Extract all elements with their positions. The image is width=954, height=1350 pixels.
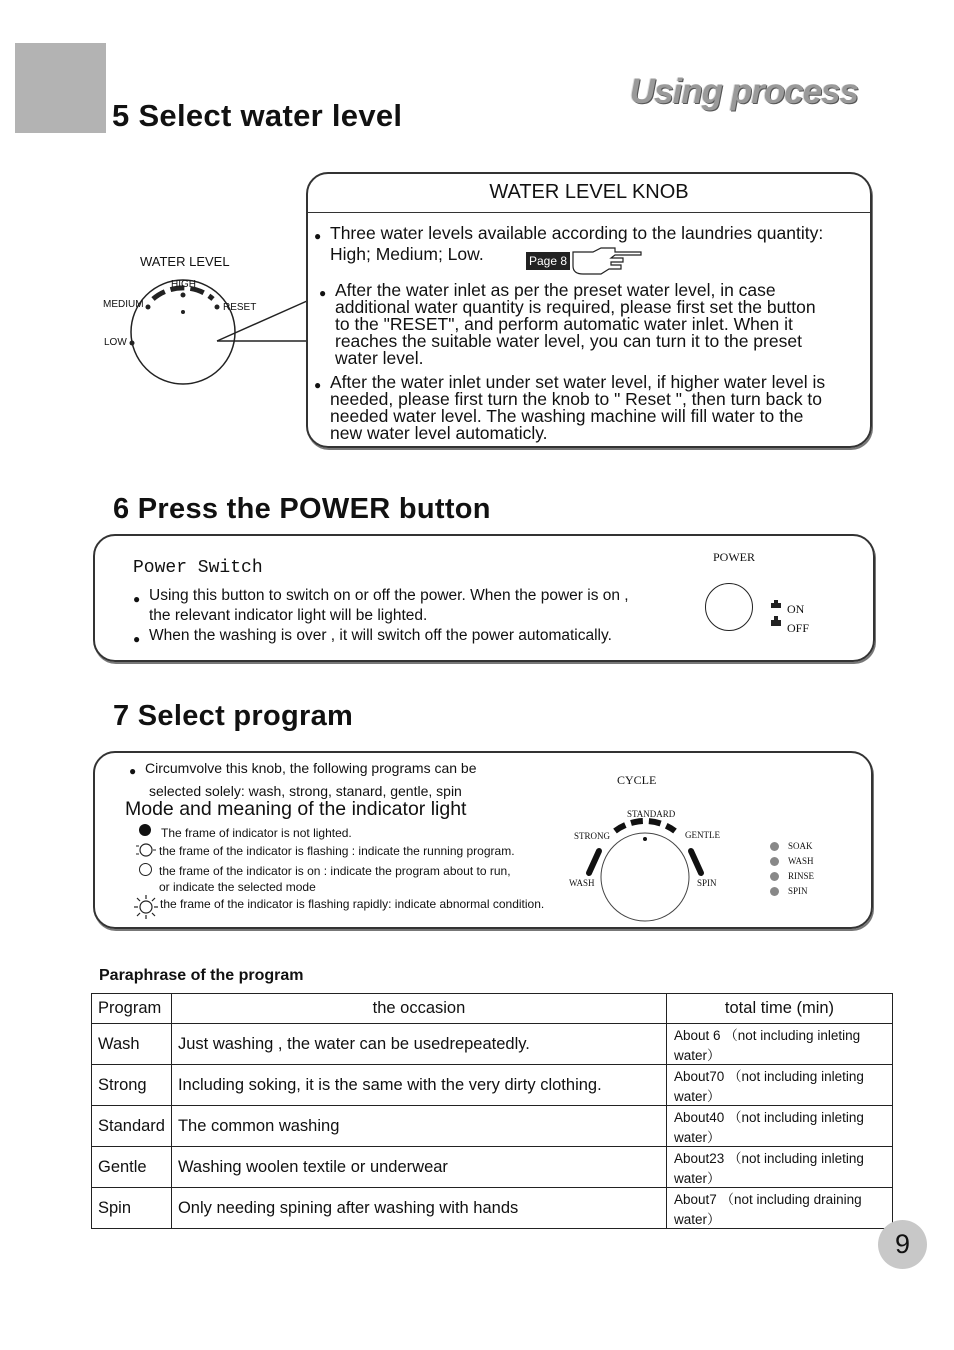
program-select-box (93, 751, 873, 929)
section-marker-block (15, 43, 106, 133)
knob-label-high: HIGH (171, 279, 196, 290)
table-cell-time: About7 （not including draining water） (666, 1188, 892, 1229)
table-cell-program: Wash (92, 1024, 172, 1065)
program-bullet-line2: selected solely: wash, strong, stanard, gentle, spin (149, 783, 462, 799)
bullet3-line1: ● After the water inlet under set water level, if higher water level is (330, 372, 826, 392)
indicator-on-text (159, 863, 511, 895)
indicator-label-rinse: RINSE (788, 871, 815, 881)
program-bullet-line1: ● Circumvolve this knob, the following programs can be (145, 760, 477, 776)
wash-indicator-light (770, 857, 779, 866)
indicator-label-wash: WASH (788, 856, 814, 866)
program-bullet (145, 757, 477, 803)
indicator-flashing-icon (135, 841, 157, 859)
bullet3-line2: needed, please first turn the knob to " Reset ", then turn back to (330, 389, 823, 409)
cycle-knob-diagram (565, 803, 725, 923)
spin-indicator-light (770, 887, 779, 896)
section6-heading: 6 Press the POWER button (113, 493, 491, 525)
rinse-indicator-light (770, 872, 779, 881)
water-level-box-title: WATER LEVEL KNOB (489, 181, 689, 203)
bullet3-line4: new water level automaticly. (330, 423, 548, 443)
page-number: 9 (878, 1220, 927, 1269)
power-bullet1-line1: ● Using this button to switch on or off the power. When the power is on , (149, 587, 629, 604)
table-cell-time: About70 （not including inleting water） (666, 1065, 892, 1106)
indicator-off-icon (139, 824, 151, 836)
water-level-bullet-2 (335, 282, 816, 367)
table-cell-time: About23 （not including inleting water） (666, 1147, 892, 1188)
table-cell-occasion: Only needing spining after washing with hands (171, 1188, 666, 1229)
pointing-hand-icon (571, 246, 643, 276)
knob-label-medium: MEDIUM (103, 299, 144, 310)
bullet2-line2: additional water quantity is required, please first set the button (335, 297, 816, 317)
cycle-knob-title: CYCLE (617, 773, 657, 787)
table-cell-occasion: Including soking, it is the same with the very dirty clothing. (171, 1065, 666, 1106)
table-row (92, 1106, 893, 1147)
table-cell-program: Standard (92, 1106, 172, 1147)
bullet1-line2: High; Medium; Low. (330, 244, 484, 264)
cycle-label-gentle: GENTLE (685, 830, 720, 840)
water-level-info-box (306, 172, 872, 448)
indicator-on-line2: or indicate the selected mode (159, 880, 316, 894)
section5-heading: 5 Select water level (112, 98, 403, 133)
water-level-bullet-3 (330, 374, 825, 442)
indicator-label-spin: SPIN (788, 886, 808, 896)
power-bullet-1 (149, 586, 629, 626)
power-bullet-2: ● When the washing is over , it will switch off the power automatically. (149, 626, 612, 646)
indicator-on-line1: the frame of the indicator is on : indicate the program about to run, (159, 864, 511, 878)
indicator-rapid-flash-icon (133, 894, 159, 920)
cycle-label-strong: STRONG (574, 831, 611, 841)
table-cell-occasion: Just washing , the water can be usedrepeatedly. (171, 1024, 666, 1065)
table-header-time: total time (min) (666, 994, 892, 1024)
power-button[interactable] (705, 583, 753, 631)
section7-heading: 7 Select program (113, 700, 354, 732)
table-cell-time: About40 （not including inleting water） (666, 1106, 892, 1147)
table-header-row (92, 994, 893, 1024)
cycle-label-wash: WASH (569, 878, 595, 888)
table-header-program: Program (92, 994, 172, 1024)
mode-meaning-title: Mode and meaning of the indicator light (125, 798, 467, 820)
power-off-label: OFF (787, 621, 810, 635)
page-header-title: Using process (629, 72, 858, 111)
cycle-label-standard: STANDARD (627, 809, 676, 819)
page-ref-badge: Page 8 (526, 252, 570, 270)
bullet2-line1: ● After the water inlet as per the preset water level, in case (335, 280, 776, 300)
program-table (91, 993, 893, 1229)
table-cell-occasion: The common washing (171, 1106, 666, 1147)
indicator-label-soak: SOAK (788, 841, 813, 851)
cycle-knob-dial (601, 833, 689, 921)
power-on-label: ON (787, 602, 805, 616)
power-bullet1-line2: the relevant indicator light will be lighted. (149, 607, 428, 624)
indicator-on-icon (139, 863, 152, 876)
soak-indicator-light (770, 842, 779, 851)
power-toggle-icon (769, 600, 783, 630)
power-switch-title: Power Switch (133, 558, 263, 578)
knob-label-low: LOW (104, 337, 127, 348)
table-row (92, 1147, 893, 1188)
program-table-caption: Paraphrase of the program (99, 967, 304, 984)
indicator-rapid-flash-text: the frame of the indicator is flashing rapidly: indicate abnormal condition. (160, 897, 545, 911)
table-cell-program: Spin (92, 1188, 172, 1229)
table-row (92, 1065, 893, 1106)
bullet3-line3: needed water level. The washing machine will fill water to the (330, 406, 804, 426)
table-header-occasion: the occasion (171, 994, 666, 1024)
bullet2-line3: to the "RESET", and perform automatic water inlet. When it (335, 314, 793, 334)
bullet2-line4: reaches the suitable water level, you can turn it to the preset (335, 331, 802, 351)
knob-label-reset: RESET (223, 302, 257, 313)
table-cell-program: Strong (92, 1065, 172, 1106)
table-cell-occasion: Washing woolen textile or underwear (171, 1147, 666, 1188)
table-cell-program: Gentle (92, 1147, 172, 1188)
cycle-label-spin: SPIN (697, 878, 717, 888)
bullet2-line5: water level. (335, 348, 424, 368)
table-row (92, 1024, 893, 1065)
power-switch-box (93, 534, 875, 662)
water-level-knob-title: WATER LEVEL (140, 254, 230, 269)
power-label: POWER (713, 550, 755, 564)
bullet1-line1: ● Three water levels available according to the laundries quantity: (330, 223, 824, 243)
table-cell-time: About 6 （not including inleting water） (666, 1024, 892, 1065)
water-level-knob-diagram (95, 275, 320, 395)
indicator-flashing-text: the frame of the indicator is flashing : indicate the running program. (159, 844, 515, 858)
indicator-off-text: The frame of indicator is not lighted. (161, 826, 352, 840)
box-divider (308, 212, 870, 213)
table-row (92, 1188, 893, 1229)
